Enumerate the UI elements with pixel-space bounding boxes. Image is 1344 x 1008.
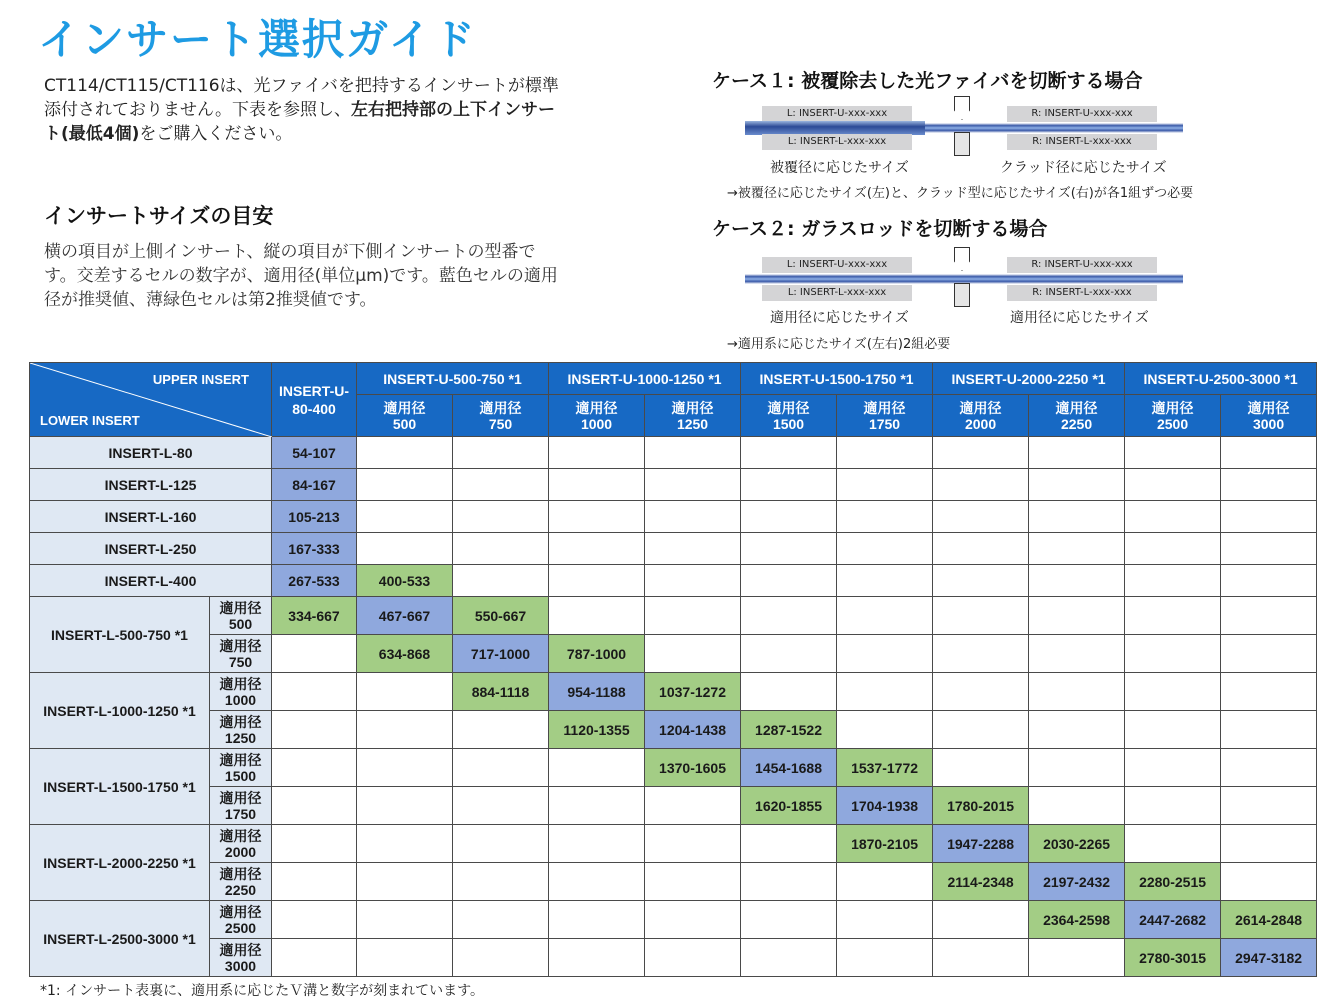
table-cell — [1125, 565, 1221, 597]
sub-col-label: 適用径 — [1151, 399, 1194, 416]
table-cell: 2114-2348 — [933, 863, 1029, 901]
anvil-icon — [954, 132, 970, 156]
table-cell — [1029, 469, 1125, 501]
table-cell — [645, 597, 741, 635]
page-title: インサート選択ガイド — [38, 15, 477, 64]
row-group-label: INSERT-L-1000-1250 *1 — [30, 673, 210, 749]
table-cell — [741, 863, 837, 901]
col-group-header: INSERT-U-2500-3000 *1 — [1125, 363, 1317, 395]
table-cell — [645, 469, 741, 501]
row-label: INSERT-L-160 — [30, 501, 272, 533]
table-cell — [933, 673, 1029, 711]
table-cell — [933, 711, 1029, 749]
case1-caption-left: 被覆径に応じたサイズ — [770, 160, 909, 176]
table-cell — [1221, 469, 1317, 501]
table-cell — [549, 597, 645, 635]
row-group-label: INSERT-L-2500-3000 *1 — [30, 901, 210, 977]
table-cell — [549, 501, 645, 533]
upper-insert-label: UPPER INSERT — [152, 372, 249, 387]
table-cell — [1221, 673, 1317, 711]
table-cell — [645, 501, 741, 533]
row-sub-label — [210, 635, 272, 673]
table-cell: 1287-1522 — [741, 711, 837, 749]
table-cell — [1125, 635, 1221, 673]
row-label: INSERT-L-250 — [30, 533, 272, 565]
table-cell — [741, 533, 837, 565]
case2-title: ケース２: ガラスロッドを切断する場合 — [712, 218, 1048, 240]
table-cell — [645, 437, 741, 469]
table-cell: 1870-2105 — [837, 825, 933, 863]
table-cell: 1620-1855 — [741, 787, 837, 825]
table-cell — [1029, 533, 1125, 565]
row-sub-label-text: 適用径 — [219, 941, 262, 958]
table-cell — [1029, 635, 1125, 673]
table-cell — [357, 533, 453, 565]
table-row — [30, 597, 1317, 635]
row-sub-label-value: 2000 — [224, 843, 257, 860]
row-sub-label — [210, 749, 272, 787]
table-cell — [453, 901, 549, 939]
table-cell — [549, 787, 645, 825]
table-cell — [549, 749, 645, 787]
table-cell — [549, 533, 645, 565]
table-cell — [645, 787, 741, 825]
table-cell — [1125, 533, 1221, 565]
table-cell — [1029, 673, 1125, 711]
table-cell — [549, 939, 645, 977]
table-cell — [837, 565, 933, 597]
sub-col-header — [1029, 395, 1125, 437]
sub-col-value: 750 — [488, 415, 513, 432]
row-sub-label-text: 適用径 — [219, 789, 262, 806]
table-cell — [837, 635, 933, 673]
table-cell: 400-533 — [357, 565, 453, 597]
sub-col-value: 2250 — [1060, 415, 1093, 432]
table-cell — [837, 673, 933, 711]
row-sub-label — [210, 825, 272, 863]
table-cell — [272, 901, 357, 939]
sub-col-label: 適用径 — [1055, 399, 1098, 416]
table-cell: 550-667 — [453, 597, 549, 635]
table-cell — [357, 825, 453, 863]
table-cell — [933, 749, 1029, 787]
table-cell — [549, 469, 645, 501]
table-row — [30, 863, 1317, 901]
row-sub-label-text: 適用径 — [219, 827, 262, 844]
table-cell — [933, 635, 1029, 673]
case1-left-upper: L: INSERT-U-xxx-xxx — [762, 106, 912, 122]
table-cell: 1454-1688 — [741, 749, 837, 787]
table-cell — [453, 565, 549, 597]
table-corner-header — [30, 363, 272, 437]
sub-col-label: 適用径 — [671, 399, 714, 416]
table-cell — [837, 469, 933, 501]
sub-col-value: 1000 — [580, 415, 613, 432]
table-cell — [357, 749, 453, 787]
table-cell: 1370-1605 — [645, 749, 741, 787]
blade-icon — [954, 96, 970, 120]
case1-caption-right: クラッド径に応じたサイズ — [1000, 160, 1167, 176]
table-cell — [1221, 825, 1317, 863]
row-sub-label-text: 適用径 — [219, 903, 262, 920]
table-cell — [837, 901, 933, 939]
table-cell — [741, 901, 837, 939]
table-cell — [272, 825, 357, 863]
table-cell — [837, 597, 933, 635]
table-cell — [357, 437, 453, 469]
table-cell — [741, 597, 837, 635]
row-group-label: INSERT-L-1500-1750 *1 — [30, 749, 210, 825]
col-group-header: INSERT-U-2000-2250 *1 — [933, 363, 1125, 395]
table-cell: 467-667 — [357, 597, 453, 635]
case1-right-lower: R: INSERT-L-xxx-xxx — [1007, 134, 1157, 150]
table-cell: 2364-2598 — [1029, 901, 1125, 939]
table-cell — [549, 901, 645, 939]
table-cell — [272, 939, 357, 977]
row-sub-label — [210, 901, 272, 939]
table-cell — [272, 711, 357, 749]
sub-col-value: 3000 — [1252, 415, 1285, 432]
table-cell: 2780-3015 — [1125, 939, 1221, 977]
table-cell: 2447-2682 — [1125, 901, 1221, 939]
sub-col-label: 適用径 — [959, 399, 1002, 416]
table-cell — [837, 437, 933, 469]
blade-icon — [954, 247, 970, 271]
row-sub-label-value: 1500 — [224, 767, 257, 784]
col-group-header: INSERT-U-500-750 *1 — [357, 363, 549, 395]
sub-col-label: 適用径 — [383, 399, 426, 416]
table-row — [30, 711, 1317, 749]
table-cell — [837, 501, 933, 533]
table-cell — [1029, 939, 1125, 977]
row-sub-label-value: 1750 — [224, 805, 257, 822]
table-cell: 717-1000 — [453, 635, 549, 673]
table-cell: 1120-1355 — [549, 711, 645, 749]
row-sub-label-value: 500 — [228, 615, 253, 632]
row-sub-label-text: 適用径 — [219, 637, 262, 654]
case2-caption-right: 適用径に応じたサイズ — [1010, 310, 1149, 326]
lower-insert-label: LOWER INSERT — [40, 413, 140, 428]
size-heading: インサートサイズの目安 — [44, 204, 274, 228]
row-sub-label-text: 適用径 — [219, 675, 262, 692]
table-cell — [645, 901, 741, 939]
row-sub-label-value: 1250 — [224, 729, 257, 746]
row-sub-label — [210, 597, 272, 635]
sub-col-header — [1125, 395, 1221, 437]
table-cell — [1029, 501, 1125, 533]
table-cell — [1221, 565, 1317, 597]
table-cell — [1125, 749, 1221, 787]
table-cell — [1029, 787, 1125, 825]
table-cell: 2197-2432 — [1029, 863, 1125, 901]
sub-col-label: 適用径 — [575, 399, 618, 416]
table-cell — [741, 501, 837, 533]
row-sub-label — [210, 863, 272, 901]
sub-col-header — [357, 395, 453, 437]
table-cell — [453, 501, 549, 533]
table-row — [30, 939, 1317, 977]
case2-caption-left: 適用径に応じたサイズ — [770, 310, 909, 326]
sub-col-header — [741, 395, 837, 437]
footnote: *1: インサート表裏に、適用系に応じたＶ溝と数字が刻まれています。 — [40, 983, 484, 999]
table-cell: 954-1188 — [549, 673, 645, 711]
table-cell — [453, 939, 549, 977]
row-sub-label-text: 適用径 — [219, 865, 262, 882]
case1-note: →被覆径に応じたサイズ(左)と、クラッド型に応じたサイズ(右)が各1組ずつ必要 — [727, 186, 1194, 201]
row-sub-label-value: 2250 — [224, 881, 257, 898]
table-cell — [453, 825, 549, 863]
table-cell — [645, 635, 741, 673]
table-cell — [549, 565, 645, 597]
row-sub-label — [210, 711, 272, 749]
anvil-icon — [954, 283, 970, 307]
table-cell — [1125, 469, 1221, 501]
table-cell — [837, 533, 933, 565]
table-cell — [645, 533, 741, 565]
sub-col-header — [549, 395, 645, 437]
row-group-label: INSERT-L-500-750 *1 — [30, 597, 210, 673]
case1-title: ケース１: 被覆除去した光ファイバを切断する場合 — [712, 70, 1143, 92]
table-cell — [645, 939, 741, 977]
table-cell — [453, 469, 549, 501]
table-cell — [357, 901, 453, 939]
table-cell — [933, 939, 1029, 977]
row-sub-label-text: 適用径 — [219, 751, 262, 768]
sub-col-header — [1221, 395, 1317, 437]
table-cell — [837, 711, 933, 749]
table-cell — [933, 437, 1029, 469]
table-cell — [933, 901, 1029, 939]
table-row — [30, 437, 1317, 469]
table-cell — [837, 939, 933, 977]
table-cell — [357, 469, 453, 501]
case1-right-upper: R: INSERT-U-xxx-xxx — [1007, 106, 1157, 122]
table-cell — [357, 787, 453, 825]
table-cell — [1029, 437, 1125, 469]
table-cell: 634-868 — [357, 635, 453, 673]
table-cell — [1221, 863, 1317, 901]
row-sub-label-value: 1000 — [224, 691, 257, 708]
table-row — [30, 635, 1317, 673]
row-sub-label-value: 2500 — [224, 919, 257, 936]
table-row — [30, 749, 1317, 787]
table-cell — [549, 825, 645, 863]
col-group-header: INSERT-U-1500-1750 *1 — [741, 363, 933, 395]
table-cell: 1947-2288 — [933, 825, 1029, 863]
case2-right-lower: R: INSERT-L-xxx-xxx — [1007, 285, 1157, 301]
table-cell: 884-1118 — [453, 673, 549, 711]
table-cell — [453, 863, 549, 901]
table-cell — [645, 863, 741, 901]
row-sub-label-text: 適用径 — [219, 599, 262, 616]
table-cell — [741, 825, 837, 863]
table-cell — [1125, 597, 1221, 635]
row-label: INSERT-L-125 — [30, 469, 272, 501]
table-cell — [549, 437, 645, 469]
table-cell — [1221, 437, 1317, 469]
intro-bold: 左右把持部の上下インサート(最低4個) — [44, 100, 556, 144]
table-cell — [1125, 673, 1221, 711]
table-cell — [1221, 711, 1317, 749]
table-cell: 2280-2515 — [1125, 863, 1221, 901]
table-cell — [1029, 597, 1125, 635]
sub-col-label: 適用径 — [863, 399, 906, 416]
row-label: INSERT-L-400 — [30, 565, 272, 597]
table-cell — [272, 749, 357, 787]
sub-col-value: 2500 — [1156, 415, 1189, 432]
table-cell: 54-107 — [272, 437, 357, 469]
table-cell — [741, 635, 837, 673]
fiber-coating-icon — [745, 121, 925, 135]
table-cell — [645, 565, 741, 597]
case1-diagram — [745, 100, 1185, 160]
table-row — [30, 825, 1317, 863]
table-cell — [453, 437, 549, 469]
row-group-label: INSERT-L-2000-2250 *1 — [30, 825, 210, 901]
table-row — [30, 901, 1317, 939]
sub-col-value: 1750 — [868, 415, 901, 432]
case2-left-upper: L: INSERT-U-xxx-xxx — [762, 257, 912, 273]
table-cell — [1029, 565, 1125, 597]
table-cell — [837, 863, 933, 901]
table-cell — [453, 533, 549, 565]
intro-text-2: をご購入ください。 — [139, 124, 293, 144]
row-label: INSERT-L-80 — [30, 437, 272, 469]
table-cell: 334-667 — [272, 597, 357, 635]
table-cell — [1125, 825, 1221, 863]
sub-col-value: 1250 — [676, 415, 709, 432]
intro-text — [44, 74, 564, 146]
sub-col-header — [645, 395, 741, 437]
sub-col-header — [933, 395, 1029, 437]
case1-left-lower: L: INSERT-L-xxx-xxx — [762, 134, 912, 150]
size-body: 横の項目が上側インサート、縦の項目が下側インサートの型番です。交差するセルの数字が、適用径(単位μm)です。藍色セルの適用径が推奨値、薄緑色セルは第2推奨値です。 — [44, 242, 558, 310]
table-row — [30, 565, 1317, 597]
table-cell — [1125, 437, 1221, 469]
sub-col-value: 1500 — [772, 415, 805, 432]
table-cell — [1029, 711, 1125, 749]
table-cell — [741, 939, 837, 977]
table-cell — [933, 469, 1029, 501]
row-sub-label — [210, 787, 272, 825]
row-sub-label-value: 750 — [228, 653, 253, 670]
table-cell — [1221, 787, 1317, 825]
sub-col-header — [837, 395, 933, 437]
sub-col-header — [453, 395, 549, 437]
case2-right-upper: R: INSERT-U-xxx-xxx — [1007, 257, 1157, 273]
table-cell — [357, 673, 453, 711]
row-sub-label-value: 3000 — [224, 957, 257, 974]
table-cell: 84-167 — [272, 469, 357, 501]
sub-col-label: 適用径 — [1247, 399, 1290, 416]
table-cell — [272, 787, 357, 825]
table-cell: 105-213 — [272, 501, 357, 533]
table-cell — [741, 673, 837, 711]
sub-col-value: 500 — [392, 415, 417, 432]
sub-col-value: 2000 — [964, 415, 997, 432]
table-cell — [549, 863, 645, 901]
insert-size-table — [29, 362, 1317, 977]
row-sub-label — [210, 673, 272, 711]
table-row — [30, 787, 1317, 825]
table-cell — [933, 533, 1029, 565]
intro-text-1: CT114/CT115/CT116は、光ファイバを把持するインサートが標準添付されておりません。下表を参照し、 — [44, 76, 559, 120]
col-header-u-80-400: INSERT-U-80-400 — [272, 363, 357, 437]
table-cell — [741, 437, 837, 469]
table-cell — [357, 501, 453, 533]
table-cell — [1221, 635, 1317, 673]
table-row — [30, 673, 1317, 711]
table-cell: 2947-3182 — [1221, 939, 1317, 977]
table-cell — [741, 469, 837, 501]
table-cell: 1780-2015 — [933, 787, 1029, 825]
table-cell: 167-333 — [272, 533, 357, 565]
table-row — [30, 533, 1317, 565]
case2-note: →適用系に応じたサイズ(左右)2組必要 — [727, 337, 951, 352]
table-cell — [933, 597, 1029, 635]
table-cell — [357, 863, 453, 901]
table-row — [30, 501, 1317, 533]
sub-col-label: 適用径 — [479, 399, 522, 416]
table-cell — [1029, 749, 1125, 787]
case2-left-lower: L: INSERT-L-xxx-xxx — [762, 285, 912, 301]
table-cell: 267-533 — [272, 565, 357, 597]
table-cell: 787-1000 — [549, 635, 645, 673]
table-cell: 1204-1438 — [645, 711, 741, 749]
table-cell — [645, 825, 741, 863]
table-cell: 2614-2848 — [1221, 901, 1317, 939]
table-cell: 1537-1772 — [837, 749, 933, 787]
table-cell: 2030-2265 — [1029, 825, 1125, 863]
table-cell — [741, 565, 837, 597]
row-sub-label-text: 適用径 — [219, 713, 262, 730]
table-cell — [357, 711, 453, 749]
case2-diagram — [745, 251, 1185, 311]
col-group-header: INSERT-U-1000-1250 *1 — [549, 363, 741, 395]
row-sub-label — [210, 939, 272, 977]
table-cell — [453, 711, 549, 749]
table-cell — [933, 501, 1029, 533]
table-cell — [1125, 711, 1221, 749]
table-cell — [933, 565, 1029, 597]
table-cell — [272, 673, 357, 711]
table-cell — [1125, 501, 1221, 533]
table-cell — [357, 939, 453, 977]
table-row — [30, 469, 1317, 501]
table-cell — [453, 749, 549, 787]
table-cell — [1221, 501, 1317, 533]
table-cell — [272, 635, 357, 673]
table-cell — [1125, 787, 1221, 825]
table-cell: 1704-1938 — [837, 787, 933, 825]
table-cell — [1221, 597, 1317, 635]
table-cell — [272, 863, 357, 901]
table-cell — [453, 787, 549, 825]
sub-col-label: 適用径 — [767, 399, 810, 416]
table-cell — [1221, 533, 1317, 565]
table-cell: 1037-1272 — [645, 673, 741, 711]
table-cell — [1221, 749, 1317, 787]
